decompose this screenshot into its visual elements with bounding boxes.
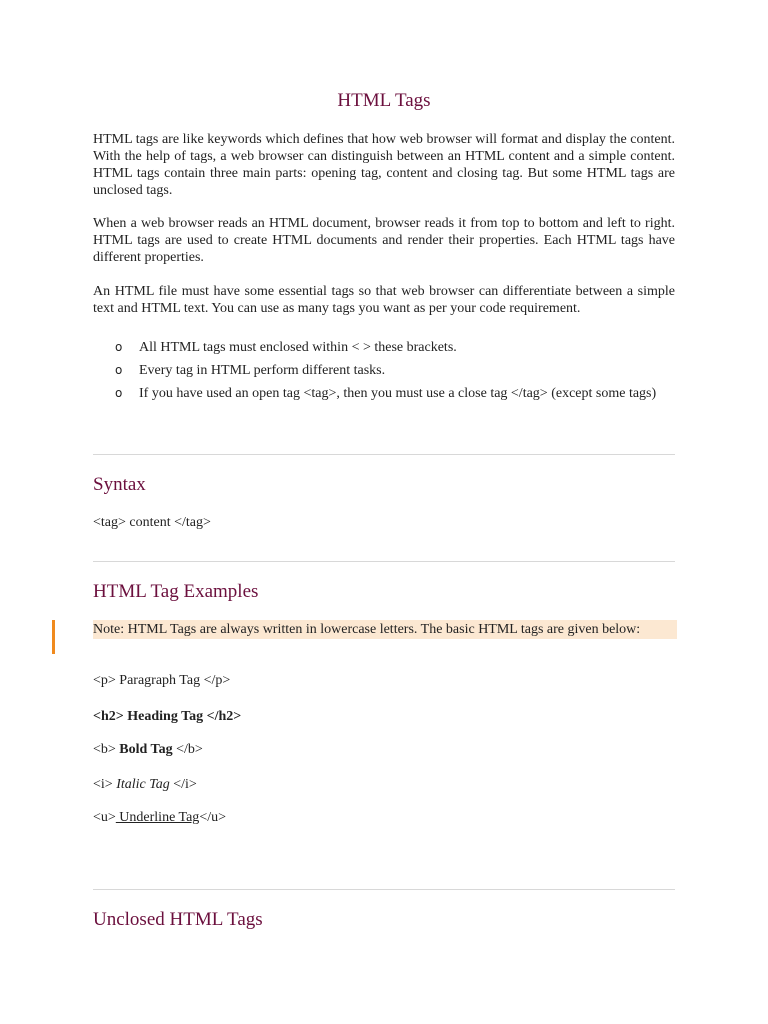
note-accent-bar (52, 620, 55, 654)
example-text: Paragraph Tag (115, 673, 204, 688)
section-divider (93, 889, 675, 890)
bullet-marker: o (115, 363, 123, 377)
close-tag: </h2> (206, 709, 242, 724)
example-text: Bold Tag (119, 742, 173, 757)
section-divider (93, 454, 675, 455)
close-tag: </u> (199, 810, 226, 825)
intro-paragraph-2: When a web browser reads an HTML document, browser reads it from top to bottom and left to right. HTML tags are used to create HTML documents and render their properties. Each HTML tags have different properties. (93, 216, 675, 265)
open-tag: <p> (93, 673, 116, 688)
example-text: Italic Tag (116, 777, 170, 792)
open-tag: <u> (93, 810, 116, 825)
list-item (93, 336, 675, 359)
open-tag: <h2> (93, 709, 124, 724)
rules-list (93, 336, 675, 405)
example-paragraph-tag (93, 672, 230, 689)
open-tag: <i> (93, 777, 117, 792)
example-italic-tag (93, 776, 197, 793)
note-callout: Note: HTML Tags are always written in lowercase letters. The basic HTML tags are given below: (93, 620, 677, 639)
syntax-example: <tag> content </tag> (93, 515, 211, 530)
list-item (93, 359, 675, 382)
close-tag: </b> (172, 742, 203, 757)
example-heading-tag (93, 708, 241, 725)
intro-paragraph-1: HTML tags are like keywords which defines that how web browser will format and display the content. With the help of tags, a web browser can distinguish between an HTML content and a simple content. HTML tags contain three main parts: opening tag, content and closing tag. But some HTML tags are unclosed tags. (93, 132, 675, 198)
intro-paragraph-3: An HTML file must have some essential tags so that web browser can differentiate between a simple text and HTML text. You can use as many tags you want as per your code requirement. (93, 284, 675, 316)
example-text: Underline Tag (115, 810, 200, 825)
list-item-text: All HTML tags must enclosed within < > these brackets. (139, 340, 457, 355)
examples-heading: HTML Tag Examples (93, 581, 259, 602)
open-tag: <b> (93, 742, 120, 757)
list-item-text: If you have used an open tag <tag>, then you must use a close tag </tag> (except some tags) (139, 386, 657, 401)
example-underline-tag (93, 809, 226, 826)
syntax-heading: Syntax (93, 474, 146, 495)
close-tag: </i> (169, 777, 197, 792)
bullet-marker: o (115, 386, 123, 400)
list-item-text: Every tag in HTML perform different tasks. (139, 363, 386, 378)
page-title: HTML Tags (337, 90, 431, 111)
list-item (93, 382, 675, 405)
unclosed-heading: Unclosed HTML Tags (93, 909, 263, 930)
example-text: Heading Tag (123, 709, 207, 724)
section-divider (93, 561, 675, 562)
close-tag: </p> (203, 673, 231, 688)
bullet-marker: o (115, 340, 123, 354)
example-bold-tag (93, 741, 203, 758)
